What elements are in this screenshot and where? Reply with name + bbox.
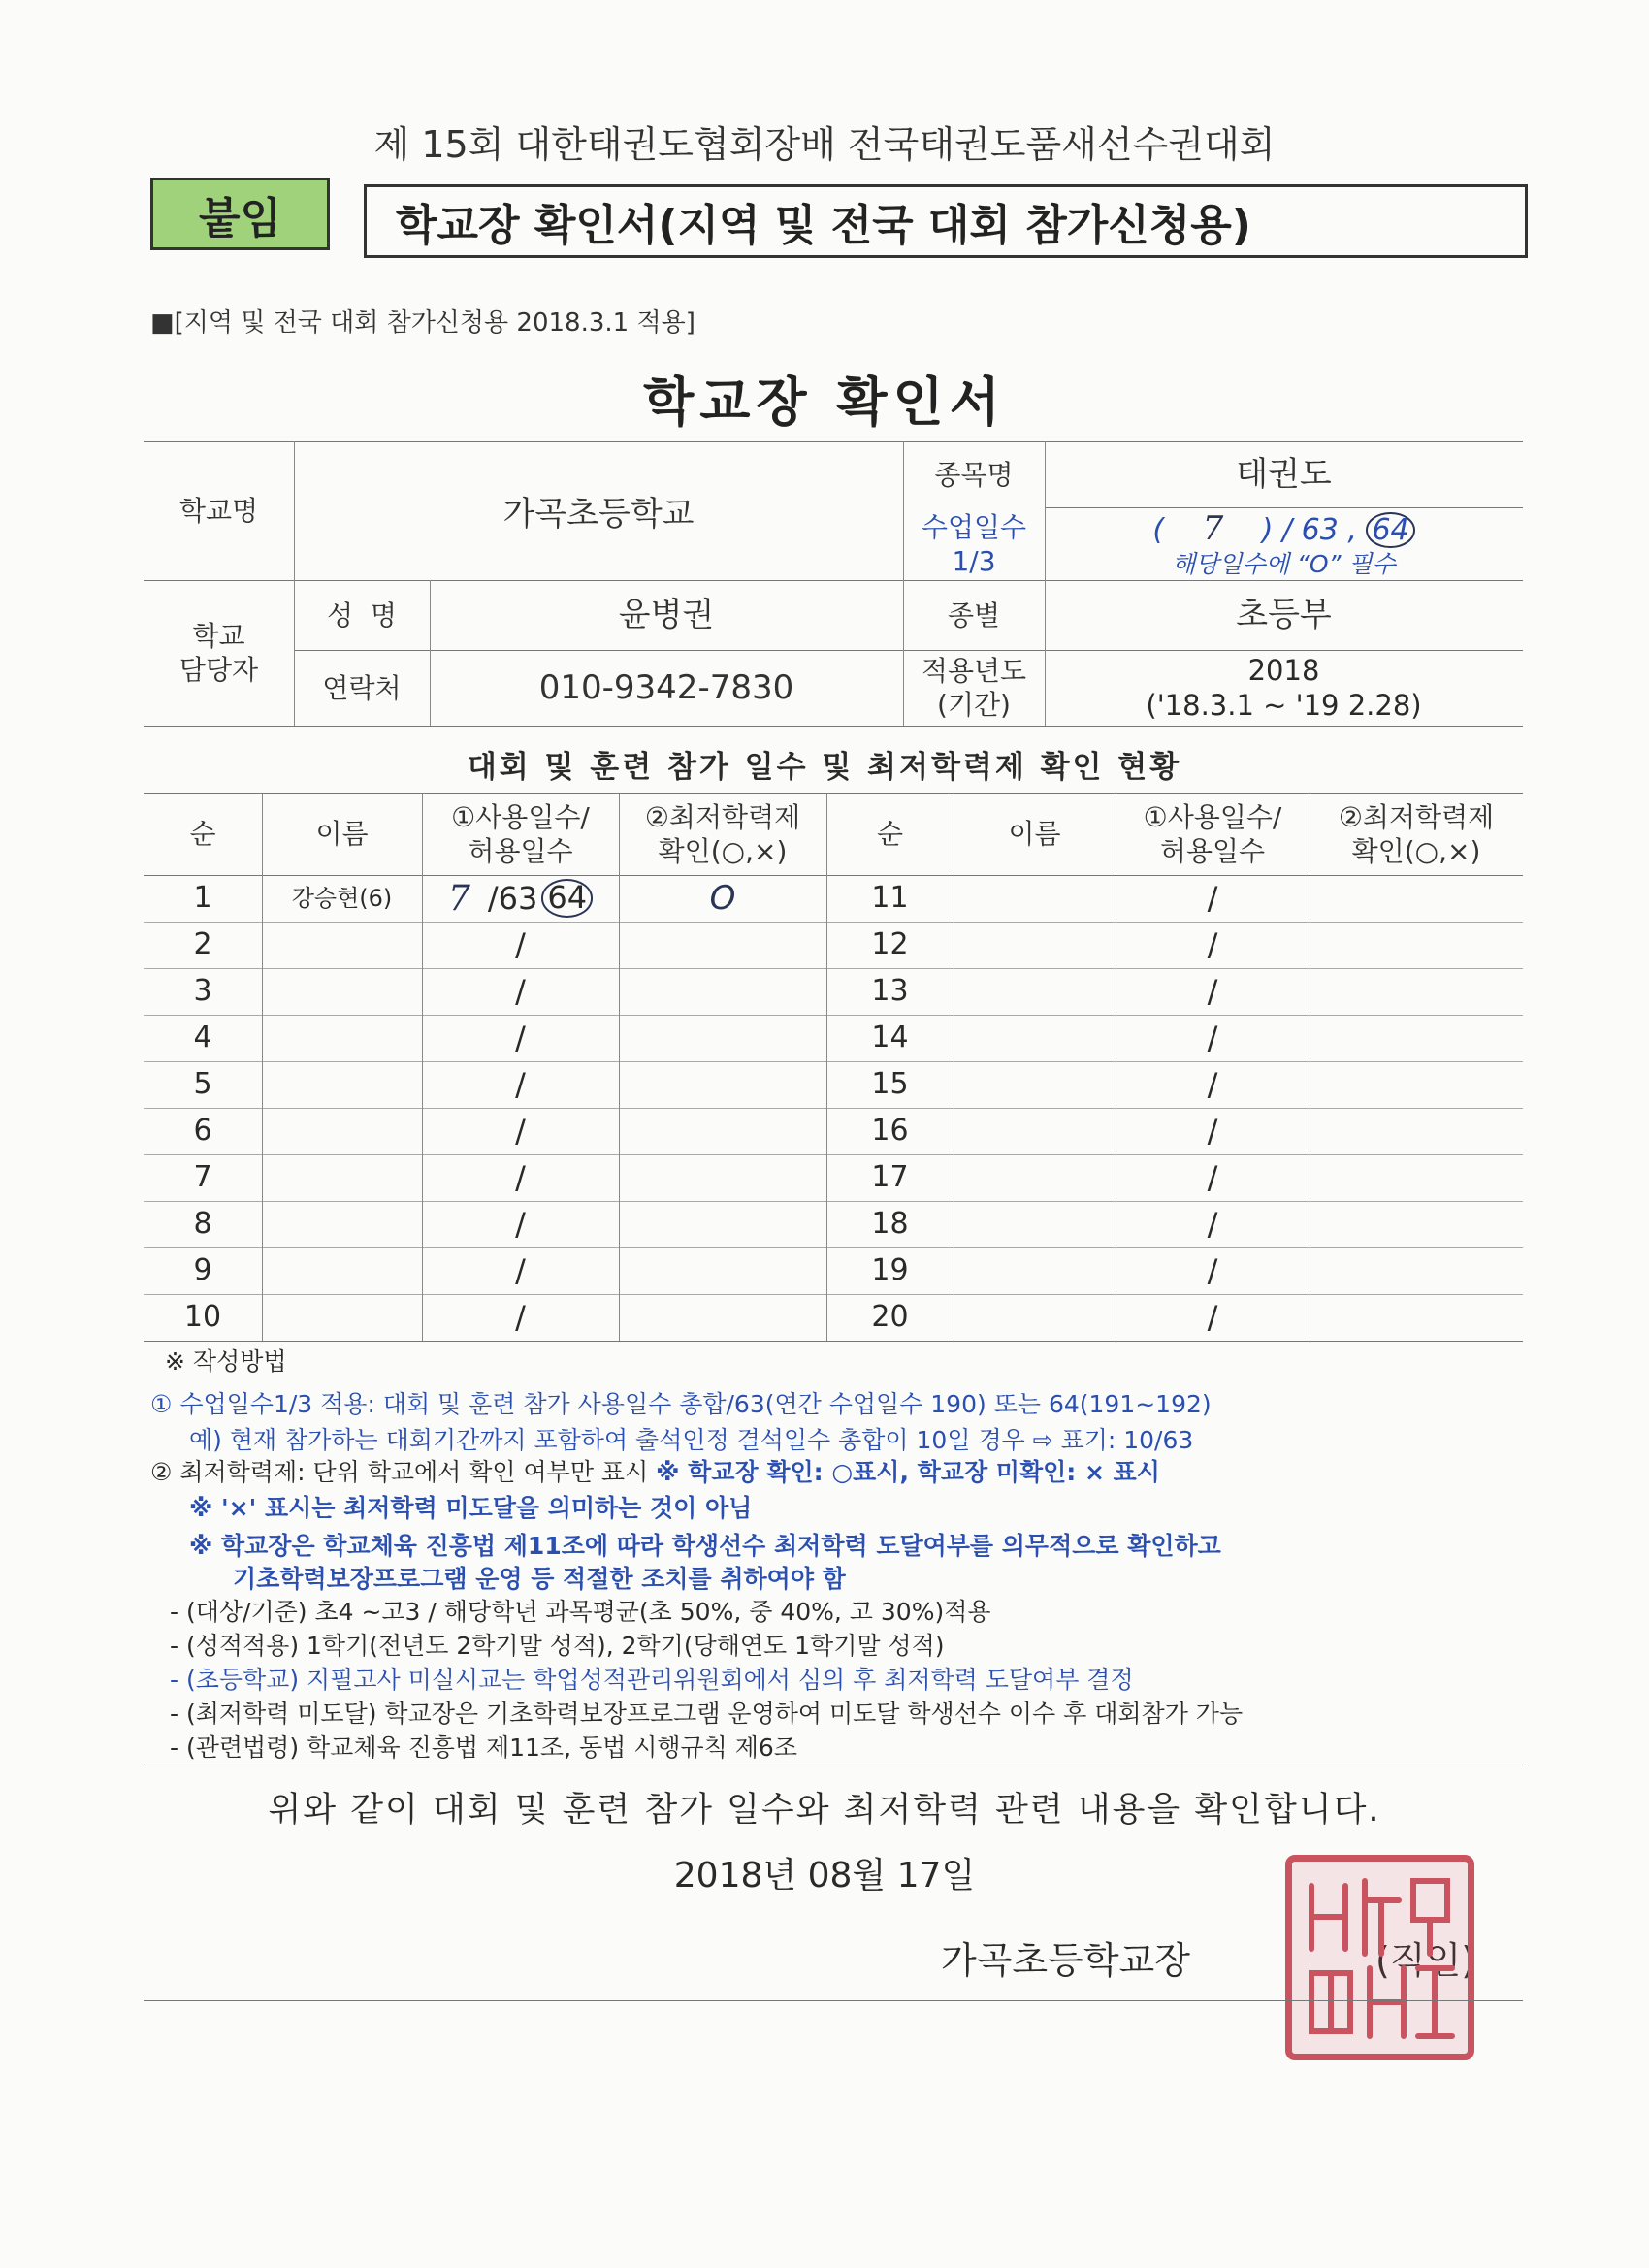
- class-days-value: [1045, 507, 1523, 580]
- row-number: 5: [193, 1067, 212, 1102]
- days-slash: /: [1207, 1020, 1218, 1056]
- class-days-open-paren: (: [1152, 512, 1165, 547]
- header-days-right: ①사용일수/ 허용일수: [1143, 800, 1282, 867]
- row-number: 4: [193, 1021, 212, 1055]
- class-days-formula: [1152, 508, 1414, 550]
- row-number: 9: [193, 1253, 212, 1288]
- header-name-right: 이름: [1008, 818, 1061, 850]
- seal-glyph-icon: [1292, 1862, 1468, 2054]
- class-days-label: [903, 507, 1045, 580]
- bullet-not-reached: - (최저학력 미도달) 학교장은 기초학력보장프로그램 운영하여 미도달 학생선수 이수 후 대회참가 가능: [170, 1700, 1244, 1728]
- student-name: 강승현(6): [291, 885, 393, 912]
- days-slash: /: [515, 1066, 526, 1103]
- document-title: 학교장 확인서: [643, 372, 1006, 433]
- row-number: 16: [871, 1114, 909, 1149]
- days-handwritten: 7: [447, 878, 470, 919]
- note-1: ① 수업일수1/3 적용: 대회 및 훈련 참가 사용일수 총합/63(연간 수업일수 190) 또는 64(191~192): [150, 1390, 1212, 1418]
- row-number: 1: [193, 881, 212, 916]
- period-text: ('18.3.1 ~ '19 2.28): [1146, 689, 1422, 722]
- days-rest: /63: [487, 880, 538, 917]
- school-name-value: 가곡초등학교: [502, 494, 695, 534]
- bullet-grades: - (성적적용) 1학기(전년도 2학기말 성적), 2학기(당해연도 1학기말 성적): [170, 1632, 945, 1660]
- days-slash: /: [515, 1299, 526, 1336]
- days-slash: /: [515, 1206, 526, 1243]
- class-days-rest: ) / 63 ,: [1261, 512, 1357, 547]
- header-days-left: ①사용일수/ 허용일수: [451, 800, 590, 867]
- row-number: 8: [193, 1207, 212, 1242]
- class-days-circled: 64: [1366, 512, 1414, 548]
- days-slash: /: [1207, 1066, 1218, 1103]
- signing-date: 2018년 08월 17일: [673, 1856, 976, 1895]
- header-no-left: 순: [189, 818, 216, 850]
- days-slash: /: [515, 1020, 526, 1056]
- bullet-target: - (대상/기준) 초4 ~고3 / 해당학년 과목평균(초 50%, 중 40%, 고 30%)적용: [170, 1598, 991, 1626]
- days-slash: /: [515, 1159, 526, 1196]
- bullet-elementary: - (초등학교) 지필고사 미실시교는 학업성적관리위원회에서 심의 후 최저학력 도달여부 결정: [170, 1666, 1134, 1694]
- bottom-divider: [144, 2000, 1523, 2001]
- note-1-example: 예) 현재 참가하는 대회기간까지 포함하여 출석인정 결석일수 총합이 10일 경우 ⇨ 표기: 10/63: [189, 1426, 1194, 1454]
- confirmation-text: 위와 같이 대회 및 훈련 참가 일수와 최저학력 관련 내용을 확인합니다.: [268, 1791, 1381, 1830]
- days-slash: /: [1207, 1299, 1218, 1336]
- row-number: 12: [871, 927, 909, 962]
- year-text: 2018: [1247, 653, 1320, 687]
- signer-title: 가곡초등학교장: [941, 1939, 1190, 1982]
- division-value: 초등부: [1236, 595, 1332, 634]
- form-subtitle: ■[지역 및 전국 대회 참가신청용 2018.3.1 적용]: [150, 308, 695, 338]
- name-label: 성 명: [327, 599, 397, 632]
- student-days: [422, 875, 619, 922]
- days-slash: /: [1207, 1113, 1218, 1150]
- row-number: 2: [193, 927, 212, 962]
- note-4: ※ 학교장은 학교체육 진흥법 제11조에 따라 학생선수 최저학력 도달여부를 의무적으로 확인하고: [189, 1532, 1221, 1560]
- row-number: 20: [871, 1300, 909, 1335]
- header-no-right: 순: [876, 818, 904, 850]
- note-2-mark: ※ 학교장 확인: ○표시, 학교장 미확인: × 표시: [656, 1458, 1160, 1486]
- note-2: [150, 1453, 1160, 1488]
- row-number: 6: [193, 1114, 212, 1149]
- notes-heading: ※ 작성방법: [165, 1347, 287, 1376]
- days-slash: /: [1207, 1159, 1218, 1196]
- days-circled: 64: [541, 879, 593, 917]
- row-number: 19: [871, 1253, 909, 1288]
- table-title: 대회 및 훈련 참가 일수 및 최저학력제 확인 현황: [467, 750, 1182, 785]
- sport-label: 종목명: [934, 458, 1014, 491]
- header-name-left: 이름: [315, 818, 369, 850]
- row-number: 18: [871, 1207, 909, 1242]
- class-days-note: 해당일수에 “O” 필수: [1172, 550, 1396, 579]
- row-number: 17: [871, 1160, 909, 1195]
- days-slash: /: [1207, 1252, 1218, 1289]
- row-number: 15: [871, 1067, 909, 1102]
- manager-label: 학교 담당자: [178, 620, 259, 686]
- days-slash: /: [515, 1113, 526, 1150]
- seal-placeholder: (직인): [1375, 1939, 1476, 1982]
- class-days-handwritten: 7: [1202, 508, 1224, 548]
- min-check: O: [709, 878, 736, 918]
- days-slash: /: [1207, 926, 1218, 963]
- class-days-label-sub: 1/3: [952, 544, 996, 577]
- contact-value: 010-9342-7830: [538, 667, 794, 707]
- note-4-cont: 기초학력보장프로그램 운영 등 적절한 조치를 취하여야 함: [233, 1565, 846, 1593]
- row-number: 11: [871, 881, 909, 916]
- participation-table-bottom-border: [144, 1341, 1523, 1342]
- attachment-badge: 붙임: [150, 178, 330, 250]
- event-title: 제 15회 대한태권도협회장배 전국태권도품새선수권대회: [373, 123, 1276, 166]
- contact-label: 연락처: [322, 671, 402, 704]
- division-label: 종별: [947, 599, 1001, 632]
- info-table-bottom-border: [144, 726, 1523, 727]
- days-slash: /: [515, 1252, 526, 1289]
- class-days-label-text: 수업일수: [921, 510, 1027, 543]
- school-name-label: 학교명: [178, 495, 259, 527]
- header-min-right: ②최저학력제 확인(○,×): [1338, 800, 1495, 867]
- days-slash: /: [515, 973, 526, 1010]
- note-3: ※ '×' 표시는 최저학력 미도달을 의미하는 것이 아님: [189, 1494, 753, 1522]
- row-number: 7: [193, 1160, 212, 1195]
- bullet-law: - (관련법령) 학교체육 진흥법 제11조, 동법 시행규칙 제6조: [170, 1733, 797, 1762]
- sport-value: 태권도: [1236, 454, 1332, 494]
- row-number: 10: [183, 1300, 222, 1335]
- days-slash: /: [1207, 1206, 1218, 1243]
- row-number: 14: [871, 1021, 909, 1055]
- days-slash: /: [1207, 880, 1218, 917]
- official-seal-stamp: [1285, 1855, 1474, 2060]
- document-header: 학교장 확인서(지역 및 전국 대회 참가신청용): [364, 184, 1528, 258]
- manager-name: 윤병권: [618, 595, 715, 634]
- note-2-text: ② 최저학력제: 단위 학교에서 확인 여부만 표시: [150, 1458, 649, 1486]
- year-label: 적용년도 (기간): [921, 655, 1027, 721]
- year-value: [1045, 650, 1523, 726]
- header-min-left: ②최저학력제 확인(○,×): [644, 800, 801, 867]
- days-slash: /: [1207, 973, 1218, 1010]
- row-number: 13: [871, 974, 909, 1009]
- days-slash: /: [515, 926, 526, 963]
- row-number: 3: [193, 974, 212, 1009]
